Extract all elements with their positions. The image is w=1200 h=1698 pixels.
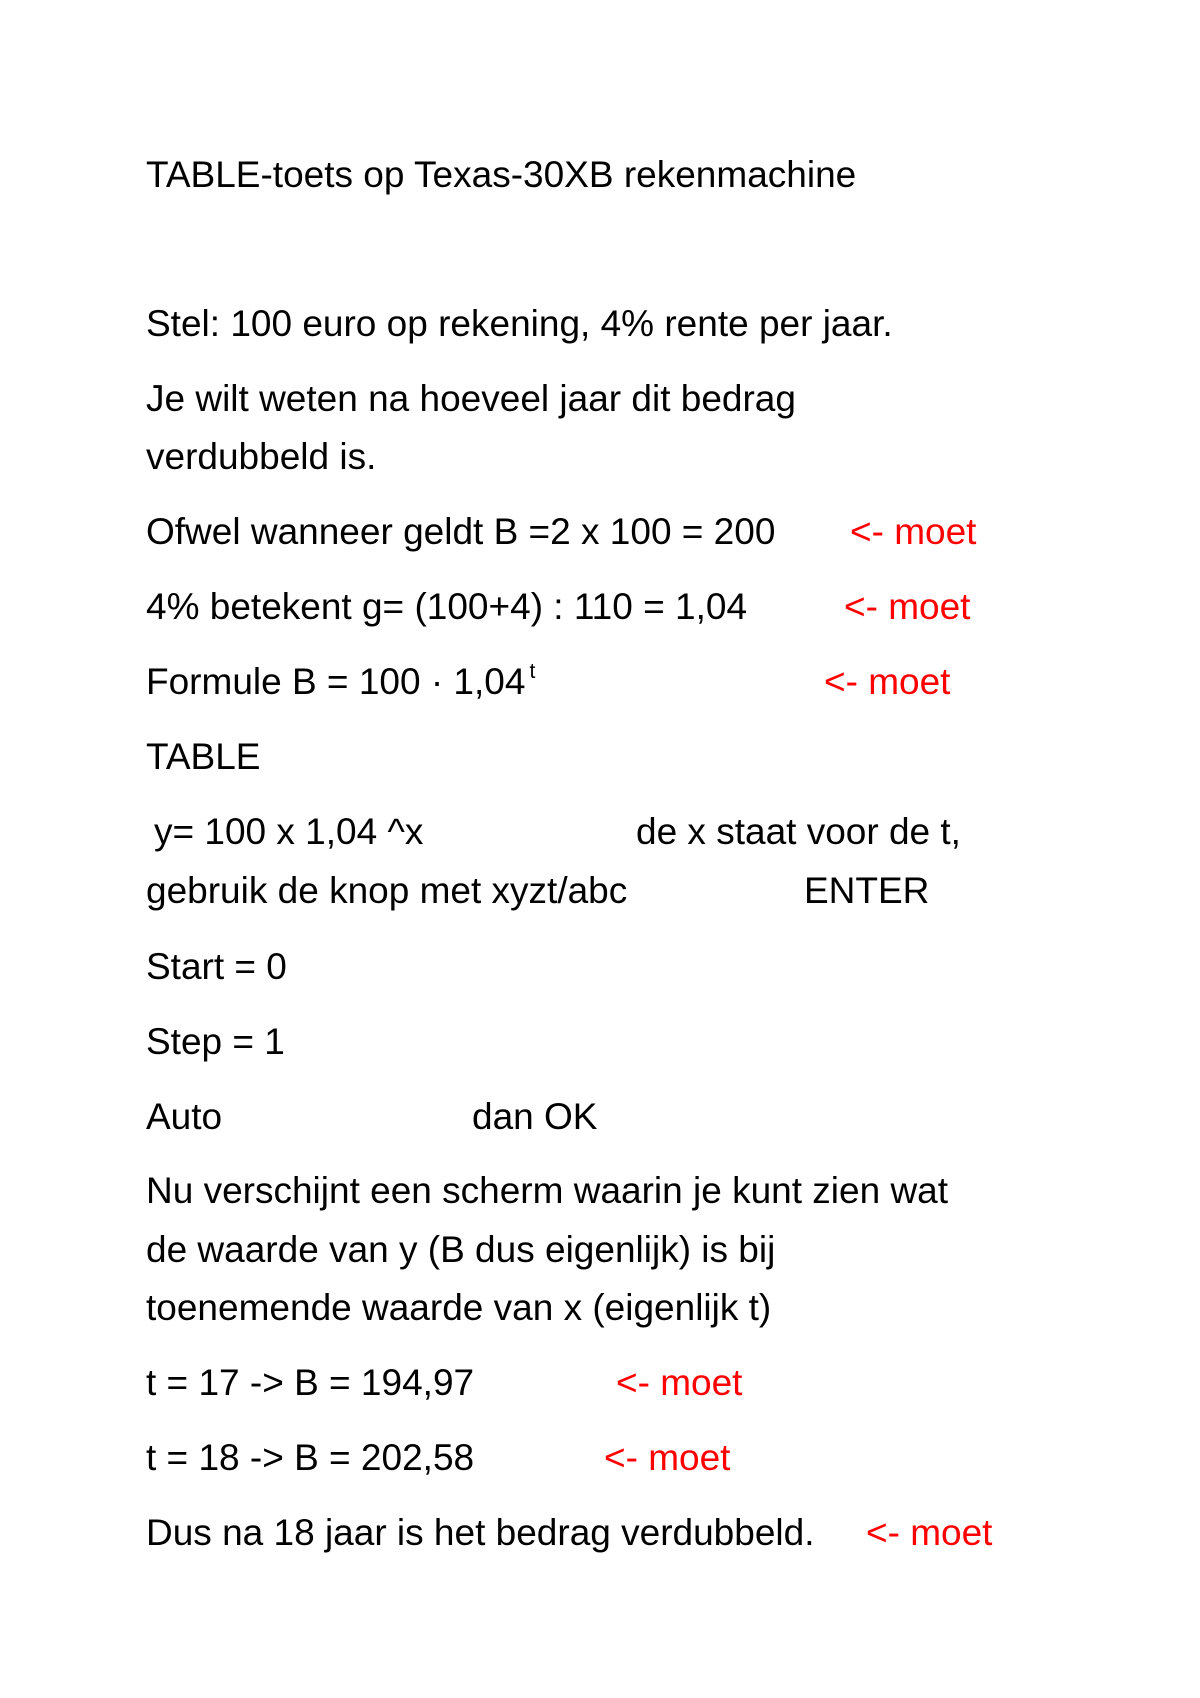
moet-annotation-formule: <- moet — [824, 661, 951, 702]
y-formula-text: y= 100 x 1,04 ^x — [154, 811, 424, 852]
enter-key-label: ENTER — [804, 870, 930, 911]
moet-annotation-conclusion: <- moet — [866, 1512, 993, 1553]
intro-line-1: Stel: 100 euro op rekening, 4% rente per jaar. — [146, 303, 893, 344]
result-line-1: Nu verschijnt een scherm waarin je kunt zien wat — [146, 1170, 949, 1211]
intro-line-2: Je wilt weten na hoeveel jaar dit bedrag — [146, 378, 796, 419]
moet-annotation-ofwel: <- moet — [850, 511, 977, 552]
y-note-text: de x staat voor de t, — [636, 811, 961, 852]
knop-line — [146, 870, 930, 911]
auto-line — [146, 1096, 598, 1137]
y-formula-line — [146, 811, 961, 852]
table-label: TABLE — [146, 736, 261, 777]
t17-line — [146, 1362, 743, 1403]
t18-text: t = 18 -> B = 202,58 — [146, 1437, 475, 1478]
knop-text: gebruik de knop met xyzt/abc — [146, 870, 628, 911]
conclusion-text: Dus na 18 jaar is het bedrag verdubbeld. — [146, 1512, 815, 1553]
ofwel-line — [146, 511, 977, 552]
t18-line — [146, 1437, 731, 1478]
auto-text: Auto — [146, 1096, 223, 1137]
page-title: TABLE-toets op Texas-30XB rekenmachine — [146, 154, 857, 195]
betekent-line — [146, 586, 971, 627]
formule-exponent: t — [529, 660, 536, 683]
result-line-3: toenemende waarde van x (eigenlijk t) — [146, 1287, 772, 1328]
ok-text: dan OK — [472, 1096, 598, 1137]
t17-text: t = 17 -> B = 194,97 — [146, 1362, 475, 1403]
moet-annotation-betekent: <- moet — [844, 586, 971, 627]
step-line: Step = 1 — [146, 1021, 285, 1062]
conclusion-line — [146, 1512, 993, 1553]
start-line: Start = 0 — [146, 946, 287, 987]
formule-text: Formule B = 100 · 1,04 — [146, 661, 526, 702]
intro-line-3: verdubbeld is. — [146, 436, 377, 477]
betekent-text: 4% betekent g= (100+4) : 110 = 1,04 — [146, 586, 748, 627]
formule-line — [146, 660, 951, 702]
moet-annotation-t17: <- moet — [616, 1362, 743, 1403]
ofwel-text: Ofwel wanneer geldt B =2 x 100 = 200 — [146, 511, 776, 552]
moet-annotation-t18: <- moet — [604, 1437, 731, 1478]
result-line-2: de waarde van y (B dus eigenlijk) is bij — [146, 1229, 776, 1270]
